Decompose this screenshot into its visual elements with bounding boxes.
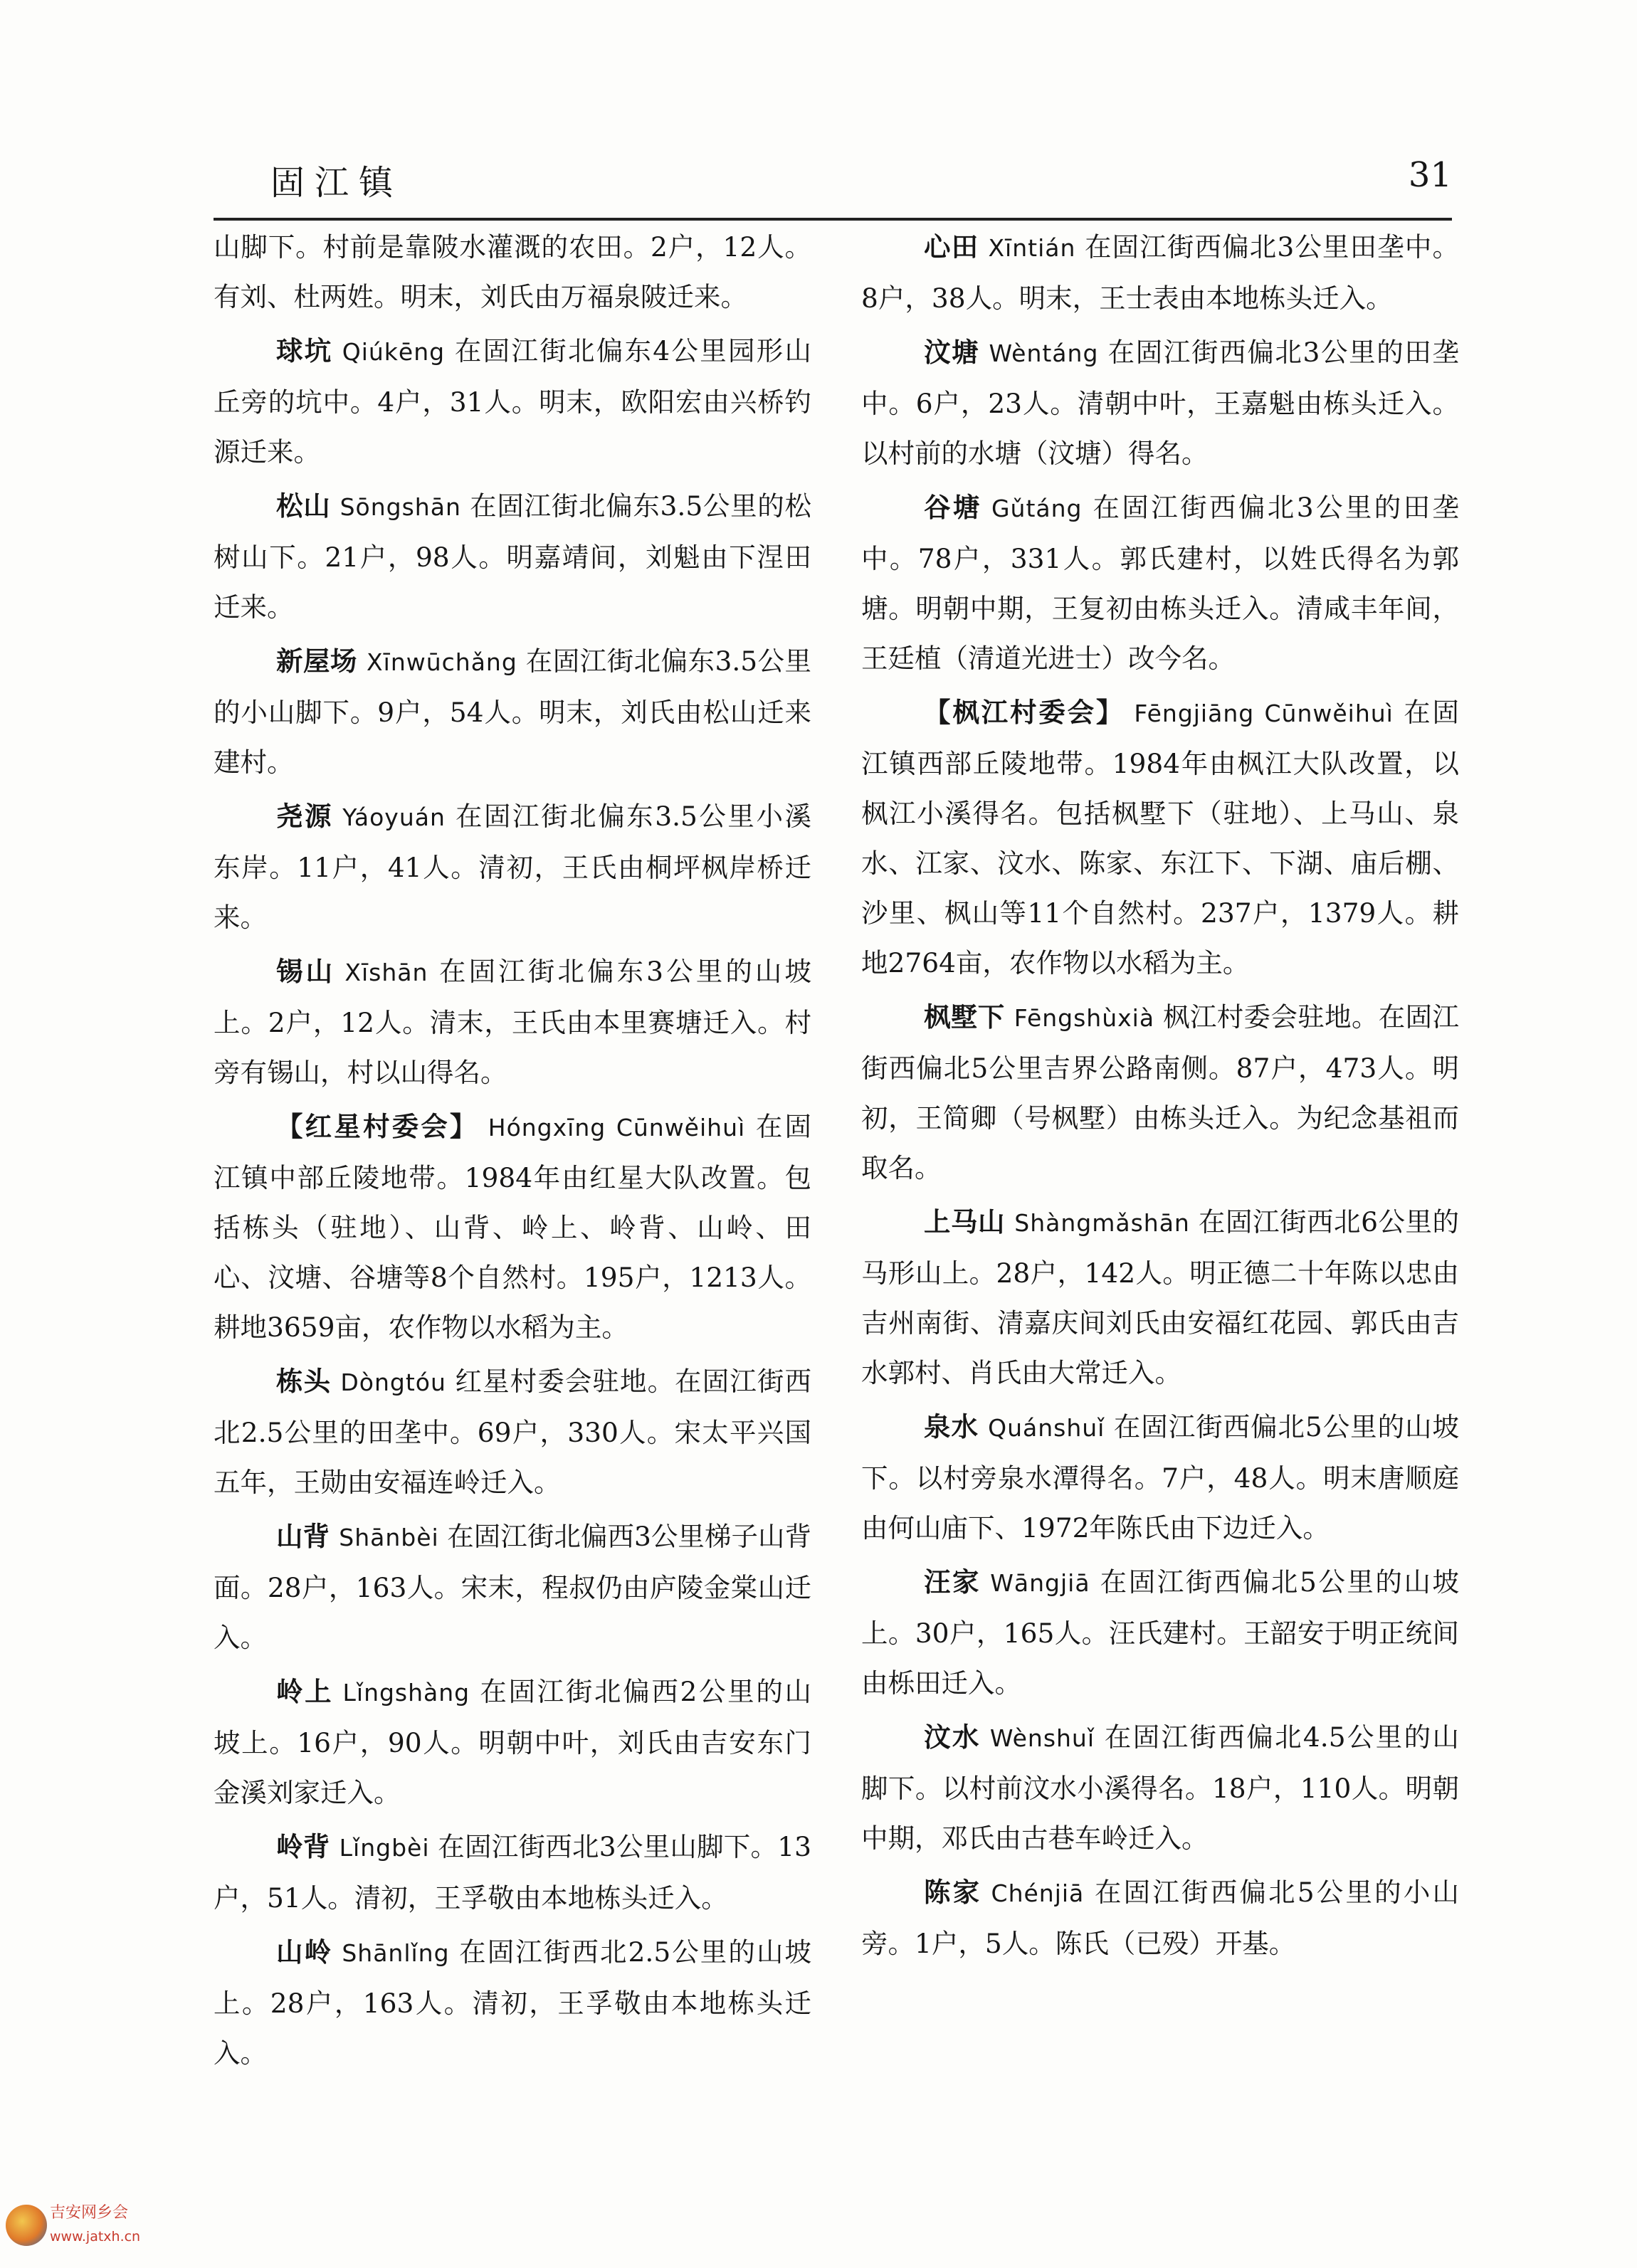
place-description: 在固江街西偏北3公里田垄中。8户，38人。明末，王士表由本地栋头迁入。 xyxy=(861,231,1460,314)
place-name: 锡山 xyxy=(276,956,336,987)
place-pinyin: Shàngmǎshān xyxy=(1014,1209,1190,1237)
place-description: 在固江街北偏东3.5公里的小山脚下。9户，54人。明末，刘氏由松山迁来建村。 xyxy=(214,645,811,778)
place-description: 在固江街西偏北3公里的田垄中。78户，331人。郭氏建村，以姓氏得名为郭塘。明朝中期，王复初由栋头迁入。清咸丰年间，王廷植（清道光进士）改今名。 xyxy=(861,492,1460,674)
place-entry xyxy=(214,481,811,632)
place-pinyin: Fēngjiāng Cūnwěihuì xyxy=(1134,700,1394,727)
place-description: 在固江镇中部丘陵地带。1984年由红星大队改置。包括栋头（驻地）、山背、岭上、岭背、山岭、田心、汶塘、谷塘等8个自然村。195户，1213人。耕地3659亩，农作物以水稻为主。 xyxy=(214,1111,812,1343)
place-name: 陈家 xyxy=(924,1877,982,1908)
place-name: 【红星村委会】 xyxy=(276,1111,479,1142)
place-pinyin: Xīshān xyxy=(344,959,428,986)
place-pinyin: Qiúkēng xyxy=(342,338,446,366)
place-pinyin: Dòngtóu xyxy=(340,1368,446,1396)
page-header xyxy=(214,142,1452,221)
place-name: 上马山 xyxy=(924,1206,1006,1238)
place-name: 新屋场 xyxy=(276,645,357,677)
place-description: 在固江街西偏北5公里的小山旁。1户，5人。陈氏（已殁）开基。 xyxy=(861,1877,1460,1959)
place-entry xyxy=(214,1822,811,1923)
place-description: 在固江街西北3公里山脚下。13户，51人。清初，王孚敬由本地栋头迁入。 xyxy=(214,1831,812,1914)
place-name: 山背 xyxy=(276,1521,330,1552)
place-pinyin: Sōngshān xyxy=(339,493,461,521)
place-description: 在固江街北偏西2公里的山坡上。16户，90人。明朝中叶，刘氏由吉安东门金溪刘家迁入。 xyxy=(214,1676,811,1808)
place-name: 栋头 xyxy=(276,1366,332,1397)
place-description: 在固江街西偏北5公里的山坡下。以村旁泉水潭得名。7户，48人。明末唐顺庭由何山庙下、1972年陈氏由下边迁入。 xyxy=(861,1411,1460,1544)
place-pinyin: Wèntáng xyxy=(989,339,1099,367)
place-name: 【枫江村委会】 xyxy=(924,697,1125,728)
place-description: 在固江街西偏北3公里的田垄中。6户，23人。清朝中叶，王嘉魁由栋头迁入。以村前的水塘（汶塘）得名。 xyxy=(861,337,1460,469)
place-entry xyxy=(861,222,1459,323)
place-entry xyxy=(214,326,811,477)
place-pinyin: Lǐngbèi xyxy=(339,1834,430,1862)
place-description: 枫江村委会驻地。在固江街西偏北5公里吉界公路南侧。87户，473人。明初，王简卿（号枫墅）由栋头迁入。为纪念基祖而取名。 xyxy=(861,1001,1460,1183)
place-description: 山脚下。村前是靠陂水灌溉的农田。2户，12人。有刘、杜两姓。明末，刘氏由万福泉陂迁来。 xyxy=(214,231,811,312)
place-pinyin: Xīntián xyxy=(988,234,1076,262)
place-pinyin: Lǐngshàng xyxy=(342,1679,470,1707)
place-entry xyxy=(861,1712,1459,1863)
place-pinyin: Wāngjiā xyxy=(990,1569,1090,1597)
place-pinyin: Hóngxīng Cūnwěihuì xyxy=(488,1114,746,1141)
place-entry xyxy=(214,1667,811,1818)
place-pinyin: Yáoyuán xyxy=(342,803,446,831)
place-description: 在固江街西偏北4.5公里的山脚下。以村前汶水小溪得名。18户，110人。明朝中期，邓氏由古巷车岭迁入。 xyxy=(861,1721,1459,1854)
place-name: 心田 xyxy=(924,231,979,263)
watermark-logo-icon xyxy=(6,2205,47,2246)
place-entry xyxy=(214,946,811,1097)
place-entry xyxy=(861,1402,1459,1553)
place-entry xyxy=(214,636,811,787)
place-name: 汶塘 xyxy=(924,337,980,368)
place-entry xyxy=(214,791,811,942)
place-description: 在固江街西北6公里的马形山上。28户，142人。明正德二十年陈以忠由吉州南街、清嘉庆间刘氏由安福红花园、郭氏由吉水郭村、肖氏由大常迁入。 xyxy=(861,1206,1460,1388)
place-name: 山岭 xyxy=(276,1936,333,1968)
place-entry xyxy=(214,1927,811,2078)
place-entry xyxy=(214,1512,811,1662)
place-entry xyxy=(861,1867,1459,1968)
place-description: 在固江街西偏北5公里的山坡上。30户，165人。汪氏建村。王韶安于明正统间由栎田迁入。 xyxy=(861,1566,1460,1699)
place-entry xyxy=(861,687,1459,988)
place-description: 在固江街北偏西3公里梯子山背面。28户，163人。宋末，程叔仍由庐陵金棠山迁入。 xyxy=(214,1521,812,1653)
place-entry xyxy=(214,1102,811,1352)
place-description: 在固江街北偏东4公里园形山丘旁的坑中。4户，31人。明末，欧阳宏由兴桥钓源迁来。 xyxy=(214,335,812,468)
watermark-url: www.jatxh.cn xyxy=(50,2229,141,2245)
place-name: 球坑 xyxy=(276,335,333,366)
place-entry xyxy=(861,1197,1459,1398)
place-pinyin: Fēngshùxià xyxy=(1014,1004,1155,1032)
place-name: 泉水 xyxy=(924,1411,979,1442)
place-pinyin: Quánshuǐ xyxy=(988,1414,1105,1442)
header-rule xyxy=(214,218,1452,221)
place-entry xyxy=(861,482,1459,683)
place-name: 尧源 xyxy=(276,801,334,832)
page-title: 固江镇 xyxy=(270,163,404,203)
place-description: 在固江街北偏东3.5公里的松树山下。21户，98人。明嘉靖间，刘魁由下涅田迁来。 xyxy=(214,490,812,623)
place-entry xyxy=(214,1356,811,1507)
place-description: 在固江街西北2.5公里的山坡上。28户，163人。清初，王孚敬由本地栋头迁入。 xyxy=(214,1936,812,2069)
site-watermark xyxy=(6,2199,169,2256)
place-pinyin: Shānbèi xyxy=(339,1524,439,1551)
place-entry xyxy=(214,222,811,322)
place-description: 在固江街北偏东3.5公里小溪东岸。11户，41人。清初，王氏由桐坪枫岸桥迁来。 xyxy=(214,801,812,933)
left-column xyxy=(214,222,811,2082)
place-name: 岭背 xyxy=(276,1831,330,1862)
place-pinyin: Wènshuǐ xyxy=(989,1724,1095,1752)
place-name: 松山 xyxy=(276,490,331,522)
place-pinyin: Gǔtáng xyxy=(991,495,1083,522)
place-pinyin: Shānlǐng xyxy=(342,1939,450,1967)
watermark-site: 吉安网乡会 xyxy=(50,2204,129,2222)
place-pinyin: Chénjiā xyxy=(991,1879,1085,1907)
place-name: 谷塘 xyxy=(924,492,982,523)
place-pinyin: Xīnwūchǎng xyxy=(367,648,517,676)
place-description: 红星村委会驻地。在固江街西北2.5公里的田垄中。69户，330人。宋太平兴国五年，王勋由安福连岭迁入。 xyxy=(214,1366,812,1498)
place-name: 汪家 xyxy=(924,1566,981,1598)
place-name: 汶水 xyxy=(924,1721,981,1753)
place-description: 在固江街北偏东3公里的山坡上。2户，12人。清末，王氏由本里赛塘迁入。村旁有锡山，村以山得名。 xyxy=(214,956,812,1088)
page-number: 31 xyxy=(1408,155,1452,195)
place-entry xyxy=(861,327,1459,478)
place-entry xyxy=(861,1557,1459,1708)
place-entry xyxy=(861,992,1459,1193)
place-name: 枫墅下 xyxy=(924,1001,1005,1033)
right-column xyxy=(861,222,1459,1973)
place-description: 在固江镇西部丘陵地带。1984年由枫江大队改置，以枫江小溪得名。包括枫墅下（驻地）、上马山、泉水、江家、汶水、陈家、东江下、下湖、庙后棚、沙里、枫山等11个自然村。237户，1379人。耕地2764亩，农作物以水稻为主。 xyxy=(861,697,1460,979)
place-name: 岭上 xyxy=(276,1676,334,1707)
